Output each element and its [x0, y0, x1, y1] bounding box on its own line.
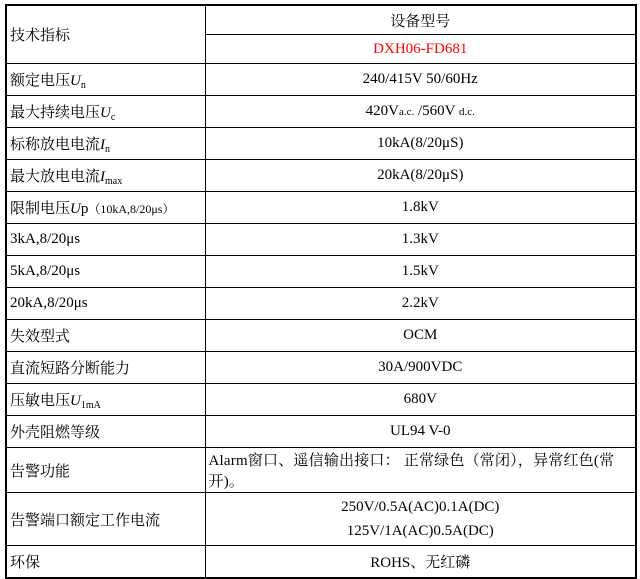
spec-value: 1.8kV — [205, 192, 636, 224]
spec-label: 额定电压$U_n$ — [6, 64, 205, 96]
table-row — [6, 288, 636, 320]
table-row — [6, 416, 636, 448]
table-row — [6, 493, 636, 546]
spec-label: 告警端口额定工作电流 — [6, 493, 205, 546]
header-left-label: 技术指标 — [6, 5, 205, 64]
spec-value-line: 250V/0.5A(AC)0.1A(DC) — [341, 499, 500, 515]
table-row — [6, 224, 636, 256]
table-row — [6, 352, 636, 384]
spec-value-line: 125V/1A(AC)0.5A(DC) — [346, 523, 494, 539]
spec-value: 1.5kV — [205, 256, 636, 288]
spec-label: 5kA,8/20μs — [6, 256, 205, 288]
spec-value — [205, 493, 636, 546]
table-row — [6, 128, 636, 160]
spec-label: 限制电压Up（10kA,8/20μs） — [6, 192, 205, 224]
table-row — [6, 384, 636, 416]
header-row-1 — [6, 5, 636, 35]
spec-label: 环保 — [6, 546, 205, 579]
header-device-model-title: 设备型号 — [205, 5, 636, 35]
spec-table — [5, 4, 637, 579]
spec-value: 10kA(8/20μS) — [205, 128, 636, 160]
spec-value: UL94 V-0 — [205, 416, 636, 448]
spec-value: OCM — [205, 320, 636, 352]
table-row — [6, 96, 636, 128]
table-row — [6, 546, 636, 579]
table-row — [6, 64, 636, 96]
spec-label: 标称放电电流$I_n$ — [6, 128, 205, 160]
table-row — [6, 192, 636, 224]
spec-value: 680V — [205, 384, 636, 416]
spec-label: 直流短路分断能力 — [6, 352, 205, 384]
table-row — [6, 320, 636, 352]
spec-value: 420Va.c. /560V d.c. — [205, 96, 636, 128]
spec-label: 外壳阻燃等级 — [6, 416, 205, 448]
spec-table-body — [6, 5, 636, 578]
spec-label: 失效型式 — [6, 320, 205, 352]
spec-value: 240/415V 50/60Hz — [205, 64, 636, 96]
table-row — [6, 160, 636, 192]
spec-label: 20kA,8/20μs — [6, 288, 205, 320]
spec-label: 最大放电电流$I_{max}$ — [6, 160, 205, 192]
spec-value: Alarm窗口、遥信输出接口： 正常绿色（常闭），异常红色(常开)。 — [205, 448, 636, 493]
spec-value: 30A/900VDC — [205, 352, 636, 384]
spec-value: 2.2kV — [205, 288, 636, 320]
table-row — [6, 448, 636, 493]
spec-value: 20kA(8/20μS) — [205, 160, 636, 192]
table-row — [6, 256, 636, 288]
spec-value: 1.3kV — [205, 224, 636, 256]
device-model-value: DXH06-FD681 — [205, 35, 636, 64]
spec-value: ROHS、无红磷 — [205, 546, 636, 579]
spec-label: 压敏电压$U_{1mA}$ — [6, 384, 205, 416]
spec-label: 最大持续电压$U_c$ — [6, 96, 205, 128]
spec-label: 3kA,8/20μs — [6, 224, 205, 256]
spec-label: 告警功能 — [6, 448, 205, 493]
